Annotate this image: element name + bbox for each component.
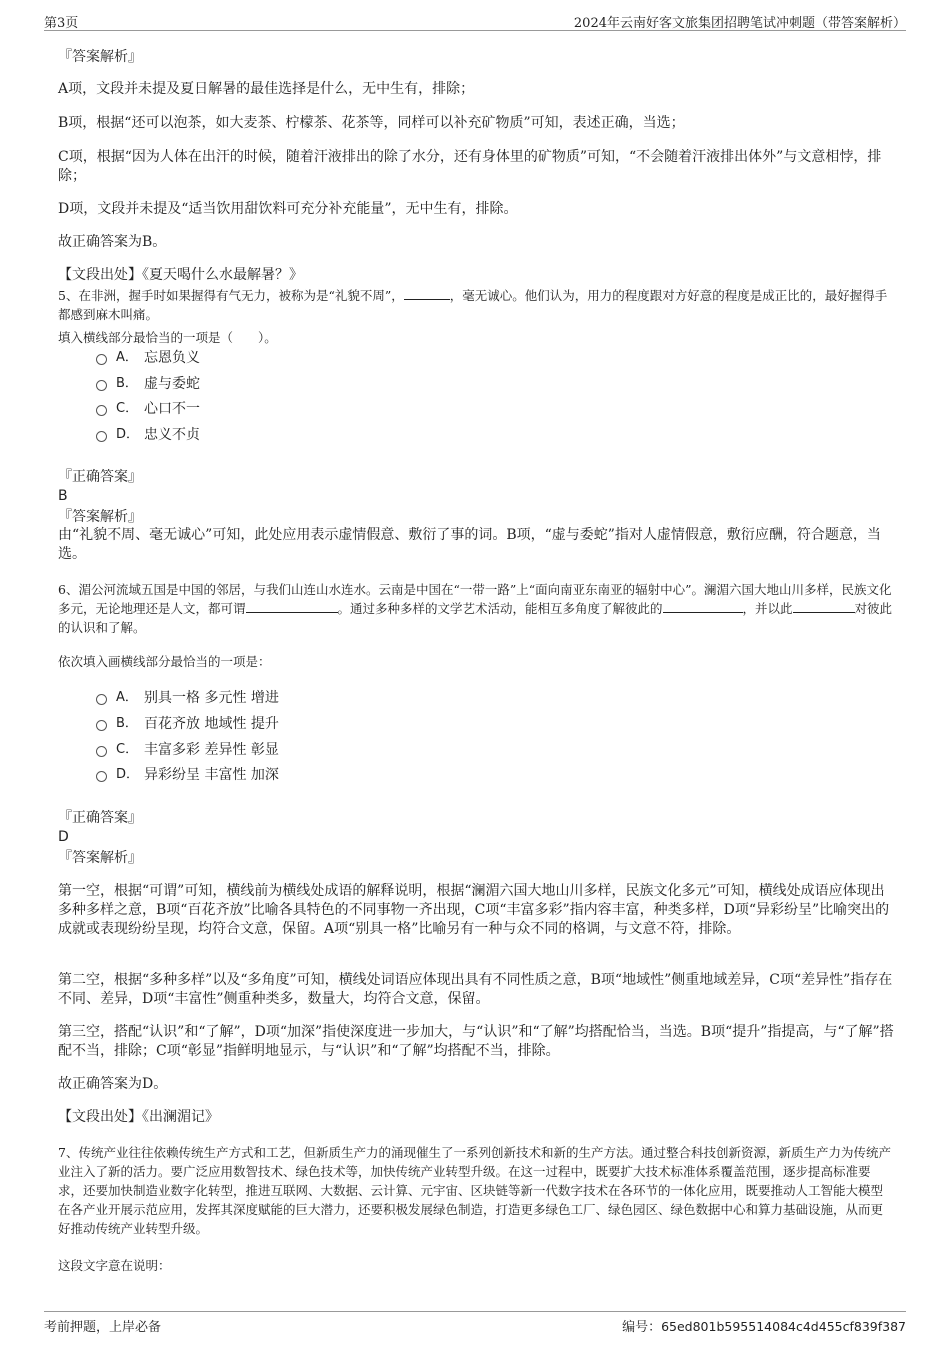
q4-analysis-b: B项，根据“还可以泡茶，如大麦茶、柠檬茶、花茶等，同样可以补充矿物质”可知，表述正确，当选； [58,115,685,131]
radio-button[interactable] [96,720,107,731]
q6-option-b[interactable]: B． 百花齐放 地域性 提升 [96,715,279,733]
q7-stem: 7、传统产业往往依赖传统生产方式和工艺，但新质生产力的涌现催生了一系列创新技术和新的生产方法。通过整合科技创新资源，新质生产力为传统产业注入了新的活力。要广泛应用数智技术、绿色技术等，加快传统产业转型升级。在这一过程中，既要扩大技术标准体系覆盖范围，逐步提高标准要求，还要加快制造业数字化转型，推进互联网、大数据、云计算、元宇宙、区块链等新一代数字技术在各环节的一体化应用，既要推动人工智能大模型在各产业开展示范应用，发挥其深度赋能的巨大潜力，还要积极发展绿色制造，打造更多绿色工厂、绿色园区、绿色数据中心和算力基础设施，从而更好推动传统产业转型升级。 [58,1145,891,1236]
q6-option-a[interactable]: A． 别具一格 多元性 增进 [96,689,279,707]
q5-analysis: 由“礼貌不周、毫无诚心”可知，此处应用表示虚情假意、敷衍了事的词。B项，“虚与委蛇”指对人虚情假意，敷衍应酬，符合题意，当选。 [58,527,881,562]
q5-prompt: 填入横线部分最恰当的一项是（ ）。 [58,330,277,345]
radio-button[interactable] [96,405,107,416]
q5-correct-label: 『正确答案』 [58,469,142,485]
page-footer [44,1311,906,1336]
q6-analysis-p3: 第三空，搭配“认识”和“了解”，D项“加深”指使深度进一步加大，与“认识”和“了解”均搭配恰当，当选。B项“提升”指提高，与“了解”搭配不当，排除；C项“彰显”指鲜明地显示，与“认识”和“了解”均搭配不当，排除。 [58,1024,894,1059]
q6-correct-label: 『正确答案』 [58,810,142,826]
q6-analysis-p2: 第二空，根据“多种多样”以及“多角度”可知，横线处词语应体现出具有不同性质之意，B项“地域性”侧重地域差异，C项“差异性”指存在不同、差异，D项“丰富性”侧重种类多，数量大，均符合文意，保留。 [58,972,893,1007]
page-number: 第3页 [44,16,79,31]
q6-option-c[interactable]: C． 丰富多彩 差异性 彰显 [96,741,279,759]
q4-analysis-a: A项，文段并未提及夏日解暑的最佳选择是什么，无中生有，排除； [58,81,475,97]
q5-analysis-label: 『答案解析』 [58,509,142,525]
q5-option-a[interactable]: A． 忘恩负义 [96,349,200,367]
answer-blank [246,599,338,613]
q4-analysis-label: 『答案解析』 [58,49,142,65]
q5-correct-answer: B [58,488,68,504]
q6-conclusion: 故正确答案为D。 [58,1076,168,1092]
q5-option-b[interactable]: B． 虚与委蛇 [96,375,200,393]
q4-analysis-c: C项，根据“因为人体在出汗的时候，随着汗液排出的除了水分，还有身体里的矿物质”可知，“不会随着汗液排出体外”与文意相悖，排除； [58,149,882,184]
q6-analysis-label: 『答案解析』 [58,850,142,866]
radio-button[interactable] [96,694,107,705]
q7-prompt: 这段文字意在说明： [58,1258,171,1273]
q4-source: 【文段出处】《夏天喝什么水最解暑？》 [58,267,303,283]
answer-blank [404,286,450,300]
radio-button[interactable] [96,746,107,757]
q6-prompt: 依次填入画横线部分最恰当的一项是： [58,654,271,669]
radio-button[interactable] [96,354,107,365]
q6-source: 【文段出处】《出澜湄记》 [58,1109,219,1125]
page-header [44,8,906,31]
answer-blank [663,599,743,613]
q6-correct-answer: D [58,829,69,845]
radio-button[interactable] [96,771,107,782]
radio-button[interactable] [96,380,107,391]
footer-slogan: 考前押题，上岸必备 [44,1320,162,1335]
q4-analysis-d: D项，文段并未提及“适当饮用甜饮料可充分补充能量”，无中生有，排除。 [58,201,518,217]
q6-analysis-p1: 第一空，根据“可谓”可知，横线前为横线处成语的解释说明，根据“澜湄六国大地山川多样，民族文化多元”可知，横线处成语应体现出多种多样之意，B项“百花齐放”比喻各具特色的不同事物一齐出现，C项“丰富多彩”指内容丰富，种类多样，D项“异彩纷呈”比喻突出的成就或表现纷纷呈现，均符合文意，保留。A项“别具一格”比喻另有一种与众不同的格调，与文意不符，排除。 [58,883,890,937]
q4-conclusion: 故正确答案为B。 [58,234,167,250]
q6-option-d[interactable]: D． 异彩纷呈 丰富性 加深 [96,766,279,784]
document-code: 编号：65ed801b595514084c4d455cf839f387 [622,1319,906,1335]
answer-blank [793,599,855,613]
q5-option-c[interactable]: C． 心口不一 [96,400,200,418]
document-title: 2024年云南好客文旅集团招聘笔试冲刺题（带答案解析） [573,16,906,31]
radio-button[interactable] [96,431,107,442]
q6-stem: 6、湄公河流域五国是中国的邻居，与我们山连山水连水。云南是中国在“一带一路”上“面向南亚东南亚的辐射中心”。澜湄六国大地山川多样，民族文化多元，无论地理还是人文，都可谓 。通过多种多样的文学艺术活动，能相互多角度了解彼此的 ，并以此 对彼此的认识和了解。 [58,582,893,635]
q5-option-d[interactable]: D． 忠义不贞 [96,426,200,444]
q5-stem: 5、在非洲，握手时如果握得有气无力，被称为是“礼貌不周”， ，毫无诚心。他们认为，用力的程度跟对方好意的程度是成正比的，最好握得手都感到麻木叫痛。 [58,288,888,322]
